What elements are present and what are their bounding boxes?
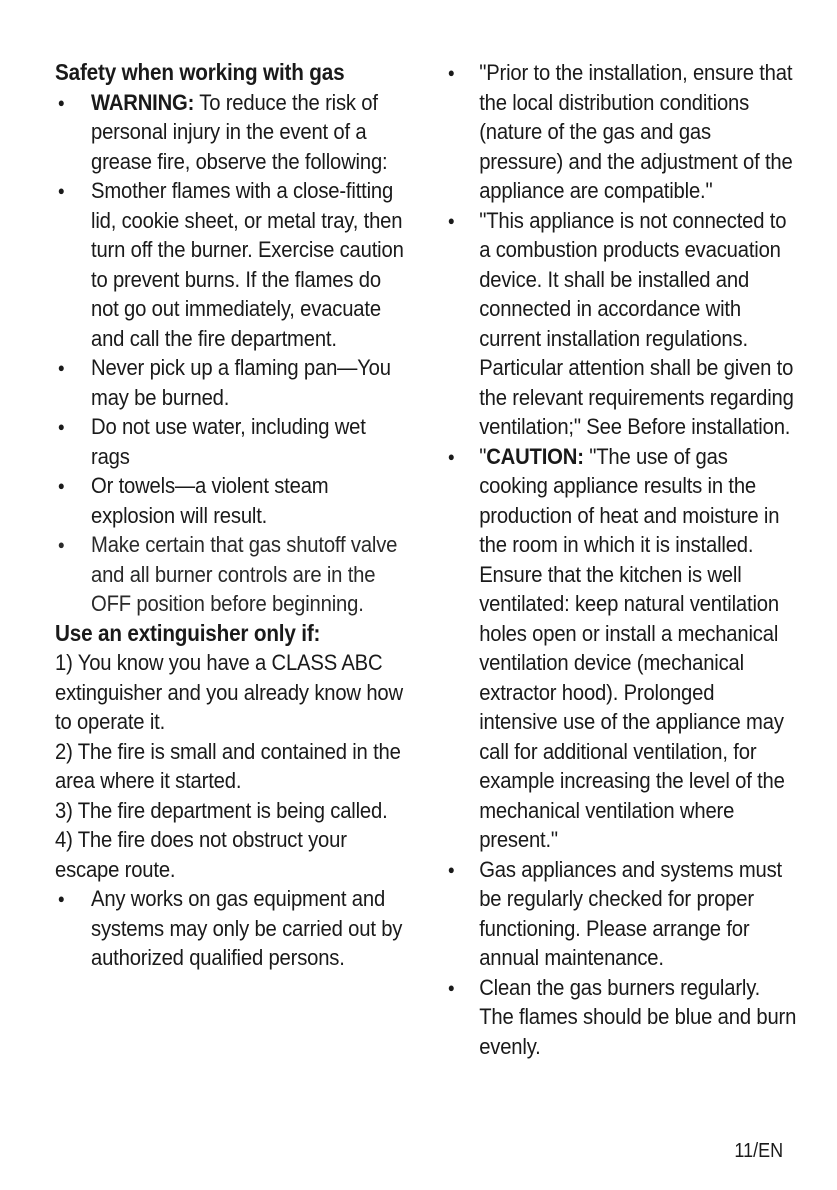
left-column [55, 58, 408, 973]
right-column [445, 58, 798, 1061]
numbered-item: 2) The fire is small and contained in the area where it started. [55, 738, 401, 793]
list-item: ● "This appliance is not connected to a combustion products evacuation device. It shall be installed and connected in accordance with current installation regulations. Particular attention shall be given to the relevant requirements regarding ventilation;" See Before installation. [445, 206, 798, 442]
extinguisher-heading: Use an extinguisher only if: [55, 619, 321, 646]
numbered-item: 4) The fire does not obstruct your escape route. [55, 827, 347, 882]
warning-text: To reduce the risk of personal injury in the event of a grease fire, observe the following: [91, 89, 388, 174]
caution-text: "The use of gas cooking appliance results in the production of heat and moisture in the room in which it is installed. Ensure that the kitchen is well ventilated: keep natural ventilation holes open or install a mechanical ventilation device (mechanical extractor hood). Prolonged intensive use of the appliance may call for additional ventilation, for example increasing the level of the mechanical ventilation where present." [479, 443, 785, 852]
caution-prefix: " [479, 443, 487, 469]
list-item: ● Clean the gas burners regularly. The flames should be blue and burn evenly. [445, 973, 798, 1062]
list-item: ● Any works on gas equipment and systems may only be carried out by authorized qualified persons. [55, 884, 408, 973]
list-item: ● Or towels—a violent steam explosion will result. [55, 471, 408, 530]
gas-safety-heading: Safety when working with gas [55, 59, 345, 85]
caution-item [445, 442, 798, 855]
caution-label: CAUTION: [486, 443, 584, 469]
installation-list [445, 58, 798, 1061]
list-item: ● Make certain that gas shutoff valve and all burner controls are in the OFF position before beginning. [55, 530, 408, 619]
warning-label: WARNING: [91, 89, 195, 115]
list-item: ● "Prior to the installation, ensure that the local distribution conditions (nature of the gas and gas pressure) and the adjustment of the appliance are compatible." [445, 58, 798, 206]
list-item: ● Never pick up a flaming pan—You may be burned. [55, 353, 408, 412]
list-item: ● Do not use water, including wet rags [55, 412, 408, 471]
page-number: 11/EN [734, 1140, 783, 1162]
final-list [55, 884, 408, 973]
numbered-item: 3) The fire department is being called. [55, 797, 388, 823]
gas-safety-list [55, 88, 408, 619]
numbered-item: 1) You know you have a CLASS ABC extinguisher and you already know how to operate it. [55, 650, 403, 734]
list-item: ● Gas appliances and systems must be regularly checked for proper functioning. Please arrange for annual maintenance. [445, 855, 798, 973]
list-item: ● Smother flames with a close-fitting lid, cookie sheet, or metal tray, then turn off the burner. Exercise caution to prevent burns. If the flames do not go out immediately, evacuate and call the fire department. [55, 176, 408, 353]
warning-item [55, 88, 408, 177]
